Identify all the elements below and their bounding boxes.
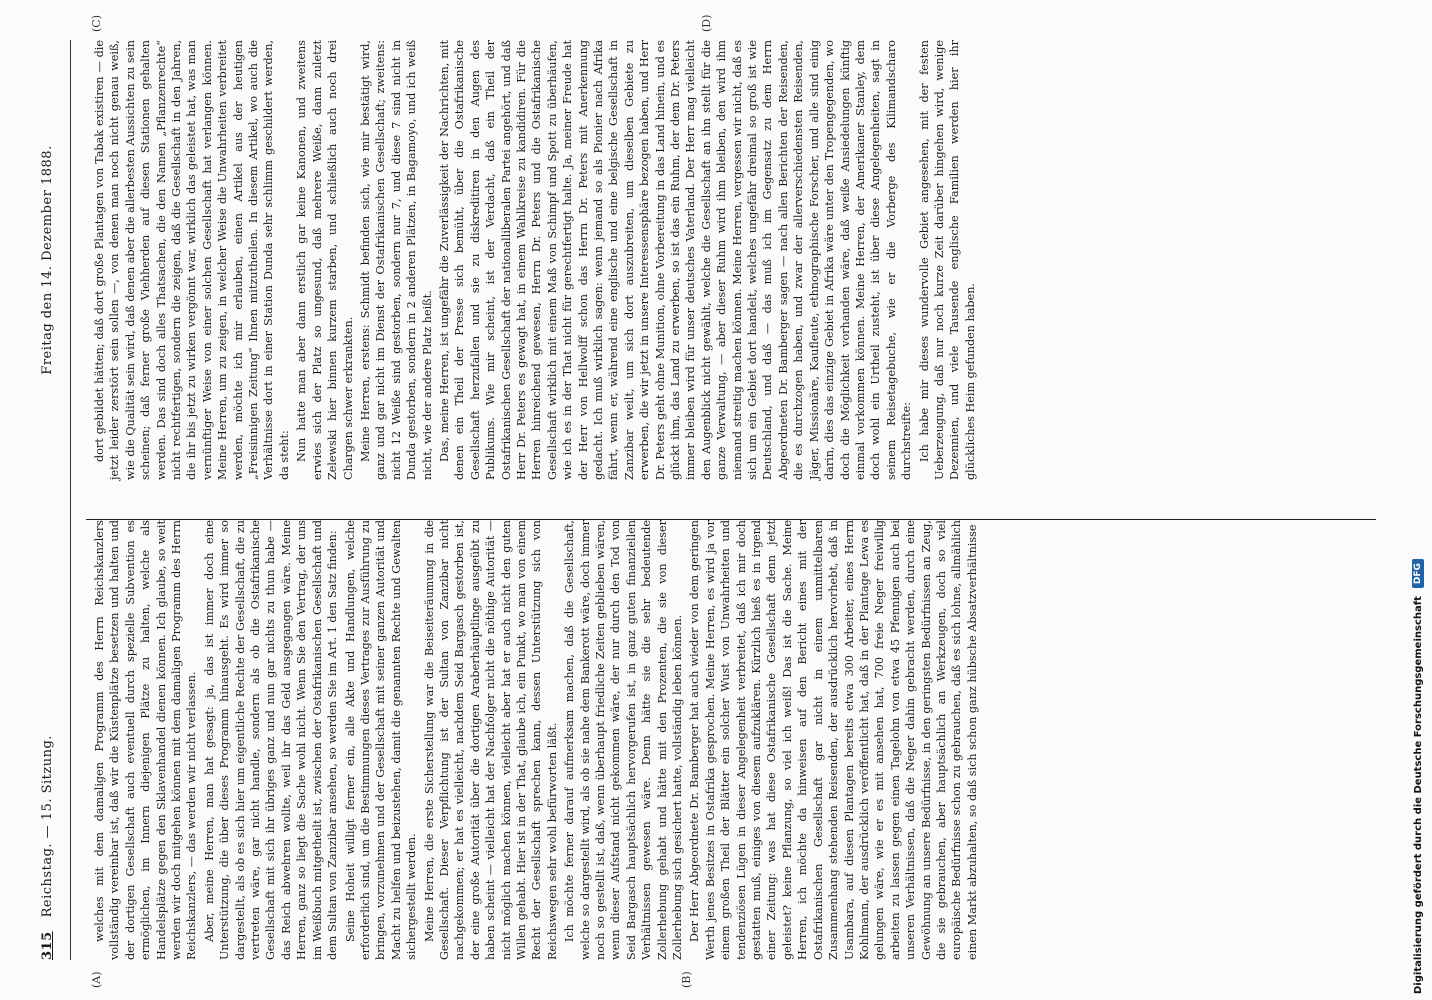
text-column-left bbox=[92, 520, 982, 960]
running-head-left-text: Reichstag. — 15. Sitzung. bbox=[40, 735, 55, 918]
paragraph: dort gebildet hätten; daß dort große Plantagen von Tabak existiren — die jetzt leider zerstört sein sollen —, von denen man noch nicht genau weiß, wie die Qualität sein wird, daß denen aber die allerbesten Aussichten zu sein scheinen; daß ferner große Viehherden auf diesen Stationen gehalten werden. Das sind doch alles Thatsachen, die den Namen „Pflanzenrechte“ nicht rechtfertigen, sondern die zeigen, daß die Gesellschaft in den Jahren, die ihr bis jetzt zu wirken vergönnt war, wirklich das geleistet hat, was man vernünftiger Weise von einer solchen Gesellschaft hat verlangen können. Meine Herren, um zu zeigen, in welcher Weise die Unwahrheiten verbreitet werden, möchte ich mir erlauben, einen Artikel aus der heutigen „Freisinnigen Zeitung“ Ihnen mitzutheilen. In diesem Artikel, wo auch die Verhältnisse dort in einer Station Dunda sehr schlimm geschildert werden, da steht: bbox=[93, 40, 291, 480]
margin-marker-d: (D) bbox=[700, 14, 713, 32]
column-divider bbox=[86, 519, 1376, 520]
dfg-logo: DFG bbox=[1412, 559, 1424, 588]
credit-text: Digitalisierung gefördert durch die Deutsche Forschungsgemeinschaft bbox=[1412, 596, 1424, 994]
paragraph: welches mit dem damaligen Programm des Herrn Reichskanzlers vollständig vereinbar ist, daß wir die Küstenplätze besetzen und halten und der dortigen Gesellschaft auch eventuell durch spezielle Subvention es ermöglichen, im Innern diejenigen Plätze zu halten, welche als Handelsplätze gegen den Sklavenhandel dienen können. Ich glaube, so weit werden wir doch mitgehen können mit dem damaligen Programm des Herrn Reichskanzlers, — das werden wir nicht verlassen. bbox=[93, 520, 199, 960]
paragraph: Der Herr Abgeordnete Dr. Bamberger hat auch wieder von dem geringen Werth jenes Besitzes in Ostafrika gesprochen. Meine Herren, es wird ja vor einem großen Theil der Blätter ein solcher Wust von Unwahrheiten und tendenziösen Lügen in dieser Angelegenheit verbreitet, daß ich mir doch gestatten muß, einiges von diesem aufzuklären. Kürzlich hieß es in irgend einer Zeitung: was hat diese Ostafrikanische Gesellschaft denn jetzt geleistet? keine Pflanzung, so viel ich weiß! Das ist die Sache. Meine Herren, ich möchte da hinweisen auf den Bericht eines mit der Ostafrikanischen Gesellschaft gar nicht in einem unmittelbaren Zusammenhang stehenden Reisenden, der ausdrücklich hervorhebt, daß in Usambara, auf diesen Plantagen bereits etwa 300 Arbeiter, eines Herrn Kohlmann, der ausdrücklich veröffentlicht hat, daß in der Plantage Lewa es gelungen wäre, wie er es mit ansehen hat, 700 freie Neger freiwillig arbeiten zu lassen gegen einen Tagelohn von etwa 45 Pfennigen auch bei unseren Verhältnissen, daß die Neger dahin gebracht werden, durch eine Gewöhnung an unsere Bedürfnisse, in den geringsten Bedürfnissen an Zeug, die sie gebrauchen, aber hauptsächlich an Werkzeugen, doch so viel europäische Bedürfnisse schon zu gebrauchen, daß es sich lohne, allmählich einen Markt abzuhalten, so daß sich schon ganz hübsche Absatzverhältnisse bbox=[688, 520, 979, 960]
header-rule bbox=[70, 40, 71, 960]
margin-marker-c: (C) bbox=[90, 15, 103, 32]
running-head-left bbox=[40, 520, 55, 960]
paragraph: Nun hatte man aber dann erstlich gar keine Kanonen, und zweitens erwies sich der Platz so ungesund, daß mehrere Weiße, dann zuletzt Zelewski hier binnen kurzem starben, und schließlich auch noch drei Chargen schwer erkrankten. bbox=[295, 40, 355, 480]
running-head-right: Freitag den 14. Dezember 1888. bbox=[40, 145, 55, 375]
paragraph: Meine Herren, erstens: Schmidt befinden sich, wie mir bestätigt wird, ganz und gar nicht im Dienst der Ostafrikanischen Gesellschaft; zweitens: nicht 12 Weiße sind gestorben, sondern nur 7, und diese 7 sind nicht in Dunda gestorben, sondern in 2 anderen Plätzen, in Bagamoyo, und ich weiß nicht, wie der andere Platz heißt. bbox=[358, 40, 434, 480]
paragraph: Seine Hoheit willigt ferner ein, alle Akte und Handlungen, welche erforderlich sind, um die Bestimmungen dieses Vertrages zur Ausführung zu bringen, vorzunehmen und der Gesellschaft mit seiner ganzen Autorität und Macht zu helfen und beizustehen, damit die genannten Rechte und Gewalten sichergestellt werden. bbox=[343, 520, 419, 960]
paragraph: Meine Herren, die erste Sicherstellung war die Beiseiteräumung in die Gesellschaft. Dieser Verpflichtung ist der Sultan von Zanzibar nicht nachgekommen; er hat es vielleicht, nachdem Seid Bargasch gestorben ist, der eine große Autorität über die dortigen Araberhäuptlinge ausgeübt zu haben scheint — vielleicht hat der Nachfolger nicht die nöthige Autorität — nicht möglich machen können, vielleicht aber hat er auch nicht den guten Willen gehabt. Hier ist in der That, glaube ich, ein Punkt, wo man von einem Recht der Gesellschaft sprechen kann, dessen Unterstützung sich von Reichswegen sehr wohl befürworten läßt. bbox=[422, 520, 559, 960]
margin-marker-a: (A) bbox=[90, 971, 103, 988]
margin-marker-b: (B) bbox=[680, 971, 693, 988]
paragraph: Ich habe mir dieses wundervolle Gebiet angesehen, mit der festen Ueberzeugung, daß nur noch kurze Zeit darüber hingehen wird, wenige Dezennien, und viele Tausende englische Familien werden hier ihr glückliches Heim gefunden haben. bbox=[917, 40, 977, 480]
digitization-credit bbox=[1408, 4, 1428, 1000]
paragraph: Ich möchte ferner darauf aufmerksam machen, daß die Gesellschaft, welche so dargestellt wird, als ob sie nahe dem Bankerott wäre, doch immer noch so gestellt ist, daß, wenn überhaupt friedliche Zeiten geblieben wären, wenn dieser Aufstand nicht gekommen wäre, der nur durch den Tod von Seid Bargasch hauptsächlich hervorgerufen ist, in ganz guten finanziellen Verhältnissen gewesen wäre. Denn hätte sie die sehr bedeutende Zollerhebung gehabt und hätte mit den Prozenten, die sie von dieser Zollerhebung sich gesichert hatte, vollständig leben können. bbox=[563, 520, 685, 960]
paragraph: Aber, meine Herren, man hat gesagt: ja, das ist immer doch eine Unterstützung, die über dieses Programm hinausgeht. Es wird immer so dargestellt, als ob es sich hier um eigentliche Rechte der Gesellschaft, die zu vertreten wäre, gar nicht handle, sondern als ob die Ostafrikanische Gesellschaft mit sich ihr übriges ganz und nun gar nichts zu thun habe — das Reich abwehren wollte, weil ihr das Geld ausgegangen wäre. Meine Herren, ganz so liegt die Sache wohl nicht. Wenn Sie den Vertrag, der uns im Weißbuch mitgetheilt ist, zwischen der Ostafrikanischen Gesellschaft und dem Sultan von Zanzibar ansehen, so werden Sie im Art. 1 den Satz finden: bbox=[202, 520, 340, 960]
paragraph: Das, meine Herren, ist ungefähr die Zuverlässigkeit der Nachrichten, mit denen ein Theil der Presse sich bemüht, über die Ostafrikanische Gesellschaft herzufallen und sie zu diskreditiren in den Augen des Publikums. Wie mir scheint, ist der Verdacht, daß ein Theil der Ostafrikanischen Gesellschaft der nationalliberalen Partei angehört, und daß Herr Dr. Peters es gewagt hat, in einem Wahlkreise zu kandidiren. Für die Herren hinreichend gewesen, Herrn Dr. Peters und die Ostafrikanische Gesellschaft wirklich mit einem Maß von Schimpf und Spott zu überhäufen, wie ich es in der That nicht für gerechtfertigt halte. Ja, meiner Freude hat der Herr von Hellwolff schon das Herrn Dr. Peters mit Anerkennung gedacht. Ich muß wirklich sagen: wenn jemand so als Pionier nach Afrika fährt, wenn er, während eine englische und eine belgische Gesellschaft in Zanzibar weilt, um sich dort auszubreiten, um dieselben Gebiete zu erwerben, die wir jetzt in unsere Interessensphäre bezogen haben, und Herr Dr. Peters geht ohne Munition, ohne Vorbereitung in das Land hinein, und es glückt ihm, das Land zu erwerben, so ist das ein Ruhm, der dem Dr. Peters immer bleiben wird für unser deutsches Vaterland. Der Herr mag vielleicht den Augenblick nicht gewählt, welche die Gesellschaft an ihn stellt für die ganze Verwaltung, — aber dieser Ruhm wird ihm bleiben, den wird ihm niemand streitig machen können. Meine Herren, vergessen wir nicht, daß es sich um ein Gebiet dort handelt, welches ungefähr dreimal so groß ist wie Deutschland, und daß — das muß ich im Gegensatz zu dem Herrn Abgeordneten Dr. Bamberger sagen — nach allen Berichten der Reisenden, die es durchzogen haben, und zwar der allerverschiedensten Reisenden, Jäger, Missionäre, Kaufleute, ethnographische Forscher, und alle sind einig darin, dies das einzige Gebiet in Afrika wäre unter den Tropengegenden, wo doch die Möglichkeit vorhanden wäre, daß weiße Ansiedelungen künftig einmal vorkommen können. Meine Herren, der Amerikaner Stanley, dem doch wohl ein Urtheil zusteht, ist über diese Angelegenheiten, sagt in seinem Reisetagebuche, wie er die Vorberge des Kilimandscharo durchstreifte: bbox=[437, 40, 914, 480]
page-number: 315 bbox=[40, 931, 55, 960]
text-column-right bbox=[92, 40, 980, 480]
